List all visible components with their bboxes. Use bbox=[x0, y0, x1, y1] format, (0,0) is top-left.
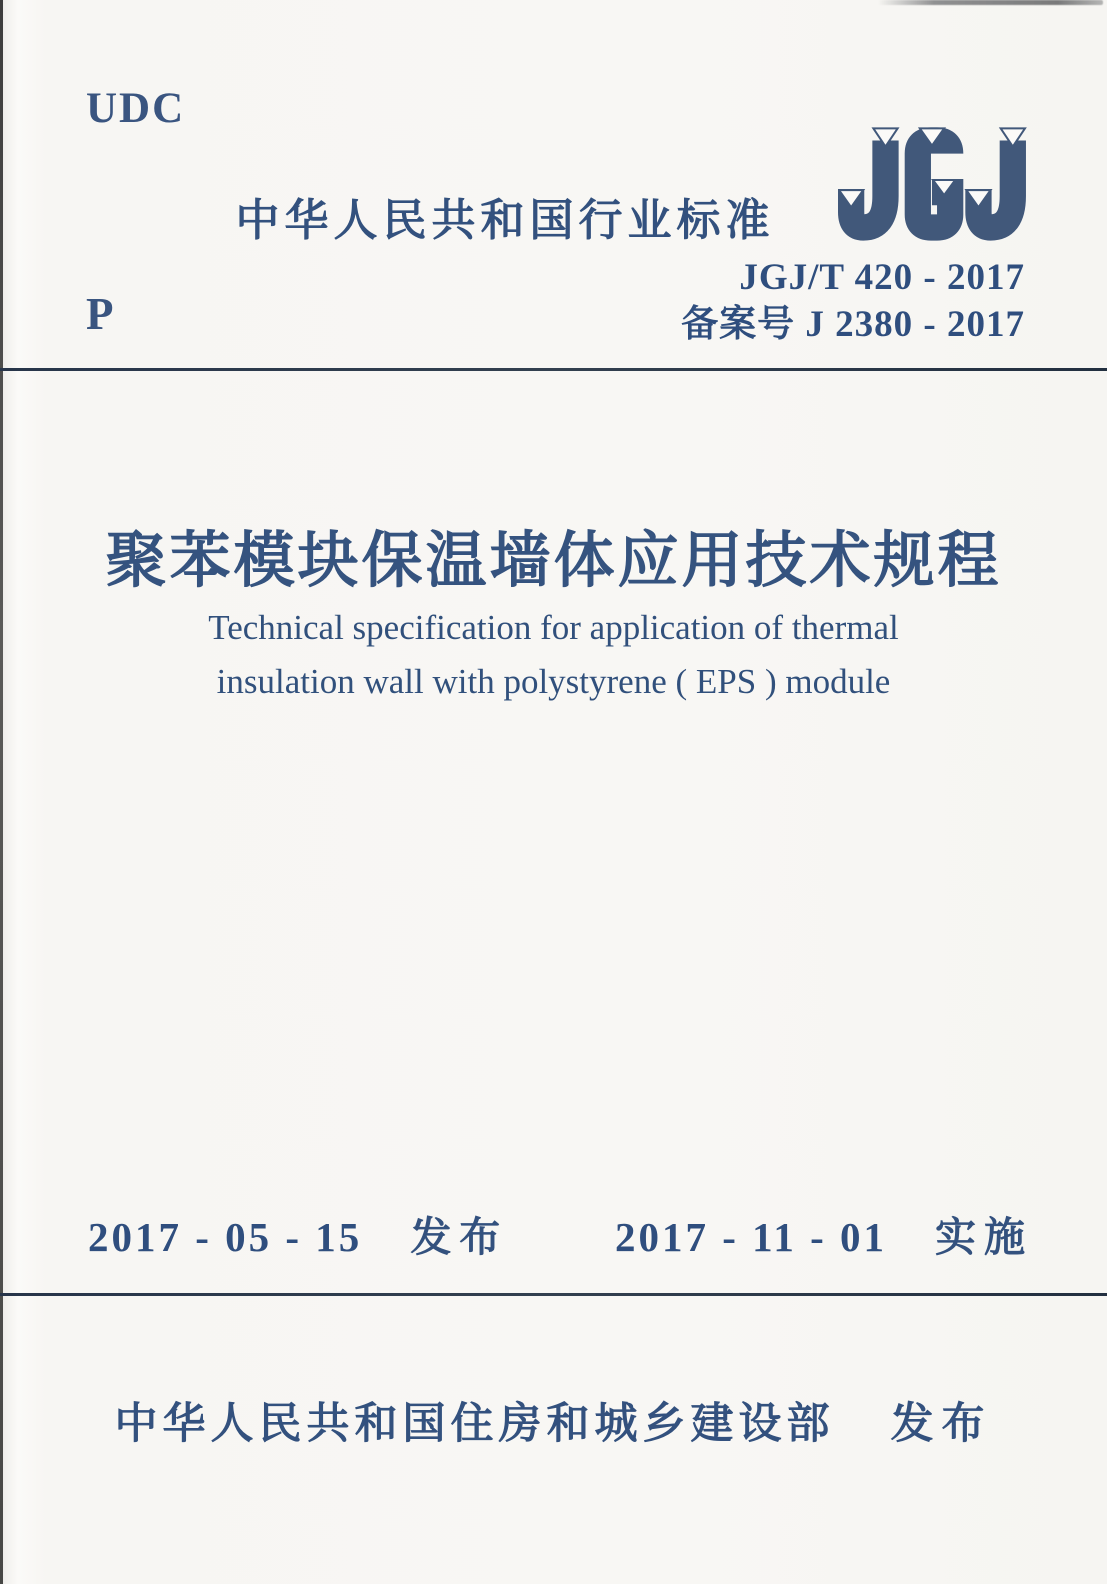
implement-label: 实施 bbox=[935, 1214, 1033, 1260]
top-divider-rule bbox=[0, 368, 1107, 371]
implement-date-group bbox=[615, 1204, 1033, 1263]
jgj-logo-bevels bbox=[839, 128, 1025, 207]
publisher-row bbox=[0, 1390, 1107, 1451]
title-english-line1: Technical specification for application of thermal bbox=[208, 608, 899, 647]
header-title: 中华人民共和国行业标准 bbox=[235, 196, 775, 245]
udc-label: UDC bbox=[86, 85, 186, 132]
publisher-name: 中华人民共和国住房和城乡建设部 bbox=[114, 1400, 835, 1448]
issue-date-group bbox=[88, 1204, 508, 1263]
date-row bbox=[88, 1204, 1033, 1263]
standard-number-block bbox=[681, 254, 1025, 348]
publisher-action-label: 发布 bbox=[890, 1400, 993, 1448]
bottom-divider-rule bbox=[0, 1293, 1107, 1296]
classification-label: P bbox=[86, 289, 114, 339]
scan-smudge-artifact bbox=[878, 0, 1103, 5]
jgj-logo-strokes bbox=[851, 141, 1013, 228]
title-chinese: 聚苯模块保温墙体应用技术规程 bbox=[105, 528, 1002, 595]
record-number: 备案号 J 2380 - 2017 bbox=[681, 304, 1025, 345]
jgj-logo bbox=[838, 127, 1030, 241]
title-english-line2: insulation wall with polystyrene ( EPS ) module bbox=[216, 662, 891, 701]
implement-date: 2017 - 11 - 01 bbox=[614, 1214, 887, 1260]
issue-label: 发布 bbox=[410, 1214, 509, 1260]
standard-number: JGJ/T 420 - 2017 bbox=[739, 257, 1025, 298]
issue-date: 2017 - 05 - 15 bbox=[88, 1214, 363, 1260]
